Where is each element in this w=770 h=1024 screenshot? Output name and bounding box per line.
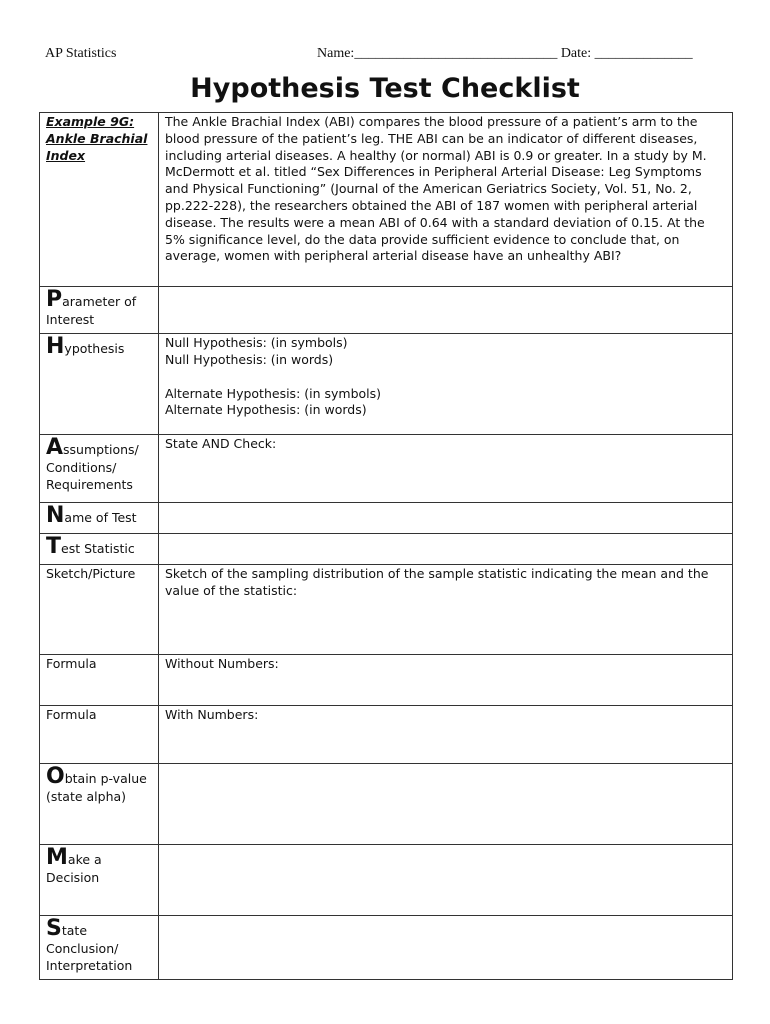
checklist-table <box>39 112 733 980</box>
obtain-p-initial: O <box>46 764 65 789</box>
test-statistic-row <box>40 534 733 565</box>
hypothesis-label <box>40 334 159 435</box>
formula-with-answer-area[interactable] <box>159 706 733 764</box>
formula-without-prompt: Without Numbers: <box>165 656 279 671</box>
make-decision-row <box>40 845 733 916</box>
formula-without-label: Formula <box>40 655 159 706</box>
test-statistic-label <box>40 534 159 565</box>
obtain-p-label <box>40 764 159 845</box>
formula-with-label: Formula <box>40 706 159 764</box>
example-text: The Ankle Brachial Index (ABI) compares the blood pressure of a patient’s arm to the blood pressure of the patient’s leg. THE ABI can be an indicator of different diseases, including arterial diseases. A healthy (or normal) ABI is 0.9 or greater. In a study by M. McDermott et al. titled “Sex Differences in Peripheral Arterial Disease: Leg Symptoms and Physical Functioning” (Journal of the American Geriatrics Society, Vol. 51, No. 2, pp.222-228), the researchers obtained the ABI of 187 women with peripheral arterial disease. The results were a mean ABI of 0.64 with a standard deviation of 0.15. At the 5% significance level, do the data provide sufficient evidence to conclude that, on average, women with peripheral arterial disease have an unhealthy ABI? <box>165 114 707 264</box>
name-of-test-label <box>40 503 159 534</box>
page-header <box>45 46 725 66</box>
hypothesis-label-text: ypothesis <box>64 341 125 356</box>
name-of-test-initial: N <box>46 503 65 528</box>
test-statistic-label-text: est Statistic <box>61 541 135 556</box>
null-hypothesis-words-prompt: Null Hypothesis: (in words) <box>165 351 334 367</box>
parameter-answer-area[interactable] <box>159 287 733 334</box>
name-date-line: Name:_____________________________ Date: ______________ <box>317 46 693 61</box>
make-decision-initial: M <box>46 845 68 870</box>
sketch-prompt: Sketch of the sampling distribution of the sample statistic indicating the mean and the value of the statistic: <box>165 566 709 598</box>
alt-hypothesis-words-prompt: Alternate Hypothesis: (in words) <box>165 402 367 418</box>
make-decision-answer-area[interactable] <box>159 845 733 916</box>
make-decision-label-text: ake a Decision <box>46 852 102 885</box>
sketch-row <box>40 565 733 655</box>
sketch-label: Sketch/Picture <box>40 565 159 655</box>
obtain-p-answer-area[interactable] <box>159 764 733 845</box>
assumptions-label-text: ssumptions/ Conditions/ Requirements <box>46 442 139 492</box>
alt-hypothesis-symbols-prompt: Alternate Hypothesis: (in symbols) <box>165 385 382 401</box>
assumptions-label <box>40 435 159 503</box>
name-of-test-answer-area[interactable] <box>159 503 733 534</box>
null-hypothesis-symbols-prompt: Null Hypothesis: (in symbols) <box>165 335 348 350</box>
parameter-row <box>40 287 733 334</box>
state-conclusion-initial: S <box>46 916 62 941</box>
page-title: Hypothesis Test Checklist <box>190 73 580 104</box>
name-of-test-row <box>40 503 733 534</box>
obtain-p-label-text: btain p-value (state alpha) <box>46 771 147 804</box>
hypothesis-answer-area[interactable] <box>159 334 733 435</box>
make-decision-label <box>40 845 159 916</box>
assumptions-prompt: State AND Check: <box>165 436 277 451</box>
obtain-p-row <box>40 764 733 845</box>
formula-without-row <box>40 655 733 706</box>
test-statistic-answer-area[interactable] <box>159 534 733 565</box>
example-row <box>40 113 733 287</box>
formula-with-prompt: With Numbers: <box>165 707 259 722</box>
assumptions-initial: A <box>46 435 64 460</box>
example-label-cell <box>40 113 159 287</box>
example-text-cell <box>159 113 733 287</box>
parameter-label <box>40 287 159 334</box>
state-conclusion-label <box>40 916 159 980</box>
state-conclusion-answer-area[interactable] <box>159 916 733 980</box>
assumptions-row <box>40 435 733 503</box>
formula-with-row <box>40 706 733 764</box>
assumptions-answer-area[interactable] <box>159 435 733 503</box>
hypothesis-row <box>40 334 733 435</box>
sketch-answer-area[interactable] <box>159 565 733 655</box>
name-of-test-label-text: ame of Test <box>64 510 137 525</box>
state-conclusion-row <box>40 916 733 980</box>
state-conclusion-label-text: tate Conclusion/ Interpretation <box>46 923 133 973</box>
parameter-initial: P <box>46 287 63 312</box>
formula-without-answer-area[interactable] <box>159 655 733 706</box>
parameter-label-text: arameter of Interest <box>46 294 137 327</box>
hypothesis-initial: H <box>46 334 65 359</box>
test-statistic-initial: T <box>46 534 62 559</box>
course-name: AP Statistics <box>45 46 117 61</box>
example-label: Example 9G: Ankle Brachial Index <box>46 114 148 163</box>
